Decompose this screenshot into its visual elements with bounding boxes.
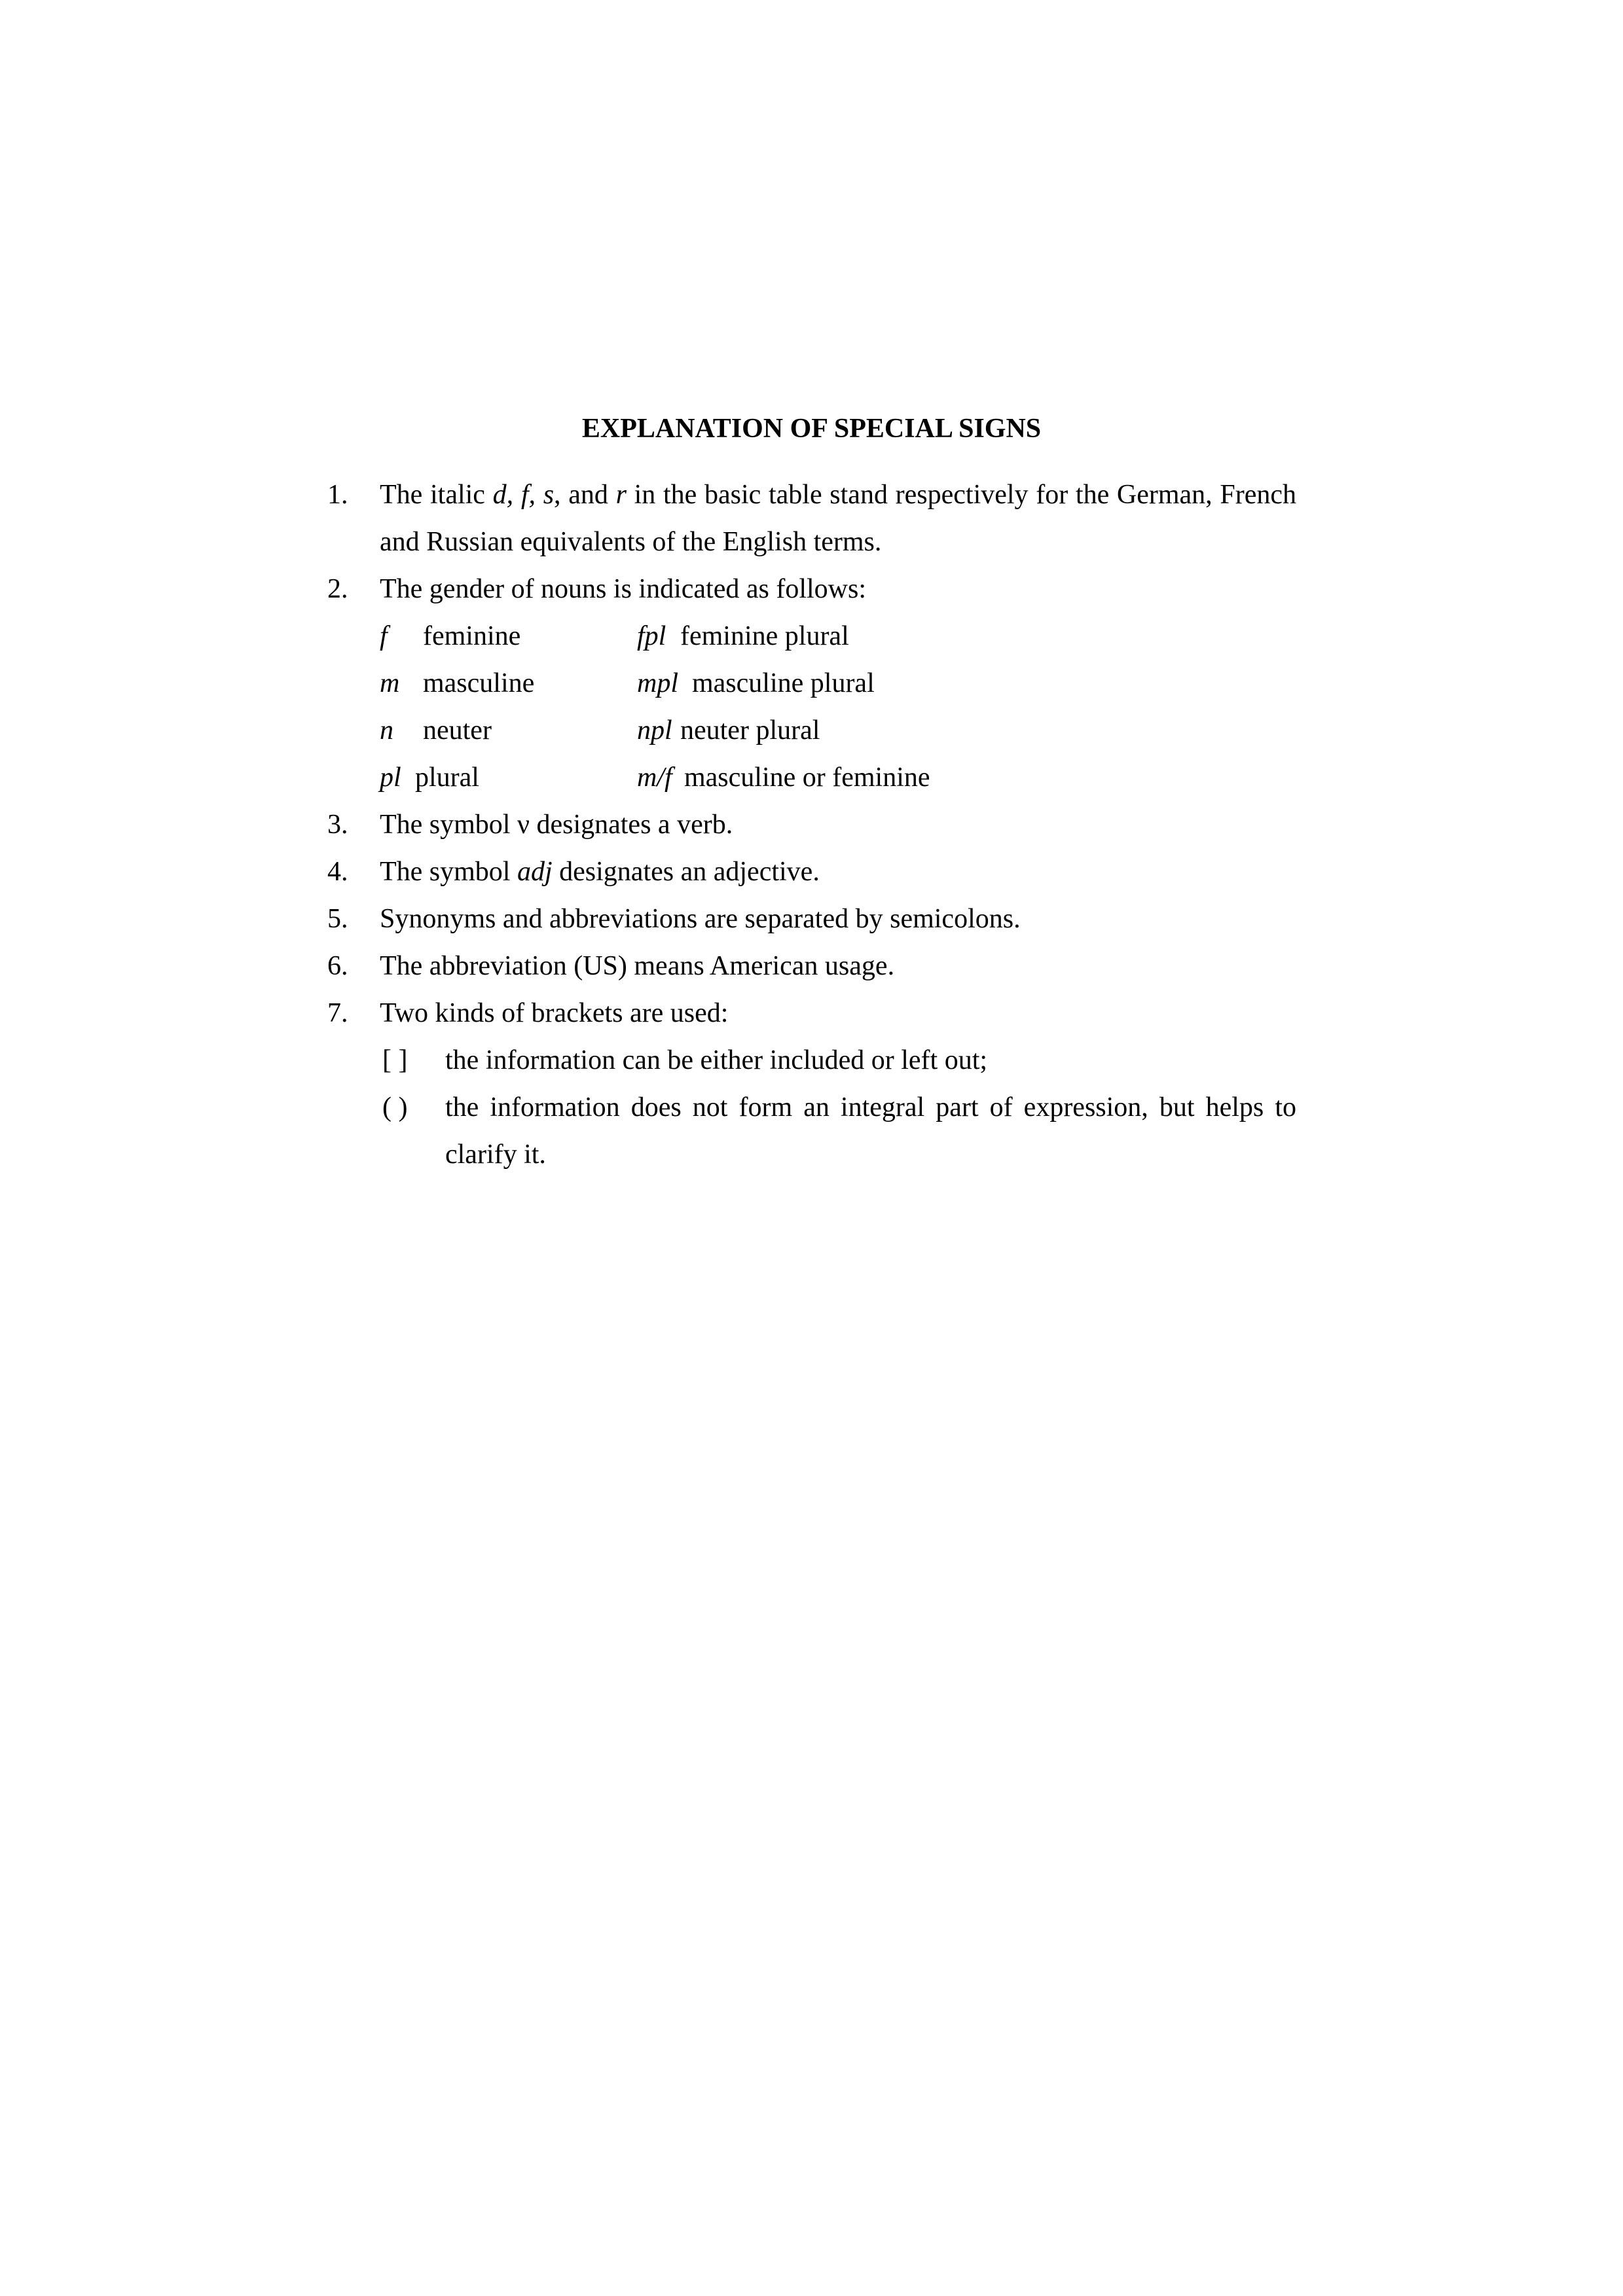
gender-code: fpl (637, 621, 666, 651)
gender-code: pl (380, 762, 401, 793)
item-number: 5. (327, 904, 348, 934)
item-number: 4. (327, 857, 348, 887)
item-text: The symbol adj designates an adjective. (380, 857, 820, 887)
list-item-5 (327, 895, 1296, 942)
list-item-7 (327, 990, 1296, 1037)
gender-row (380, 707, 820, 754)
bracket-description: the information does not form an integral part of expression, but helps to clarify it. (445, 1092, 1296, 1170)
gender-label: masculine plural (692, 668, 875, 698)
item-number: 7. (327, 998, 348, 1028)
gender-code: f (380, 621, 388, 651)
item-text: Two kinds of brackets are used: (380, 998, 729, 1028)
list-item-2 (327, 565, 1296, 613)
item-number: 1. (327, 480, 348, 510)
bracket-symbol: ( ) (382, 1092, 408, 1122)
gender-code: npl (637, 715, 672, 745)
gender-label: feminine (423, 621, 521, 651)
gender-label: neuter (423, 715, 492, 745)
list-item-4 (327, 848, 1296, 895)
item-number: 3. (327, 810, 348, 840)
list-item-3 (327, 801, 1296, 848)
gender-label: plural (415, 762, 479, 793)
list-item-6 (327, 942, 1296, 990)
bracket-symbol: [ ] (382, 1045, 408, 1075)
gender-label: neuter plural (680, 715, 820, 745)
item-number: 2. (327, 574, 348, 604)
item-number: 6. (327, 951, 348, 981)
bracket-row-square (382, 1037, 1296, 1084)
item-text: The italic d, f, s, and r in the basic table stand respectively for the German, French and Russian equivalents of the English terms. (380, 480, 1296, 557)
gender-code: m (380, 668, 400, 698)
item-text: The gender of nouns is indicated as follows: (380, 574, 866, 604)
gender-label: masculine or feminine (684, 762, 930, 793)
gender-row (380, 754, 930, 801)
gender-label: masculine (423, 668, 535, 698)
item-text: The abbreviation (US) means American usage. (380, 951, 895, 981)
bracket-row-round (382, 1084, 1296, 1178)
gender-code: m/f (637, 762, 672, 793)
gender-code: n (380, 715, 393, 745)
item-text: The symbol ν designates a verb. (380, 810, 733, 840)
bracket-description: the information can be either included or left out; (445, 1045, 988, 1075)
list-item-1 (327, 471, 1296, 565)
item-text: Synonyms and abbreviations are separated by semicolons. (380, 904, 1021, 934)
gender-row (380, 613, 849, 660)
page-title: EXPLANATION OF SPECIAL SIGNS (581, 414, 1042, 444)
gender-code: mpl (637, 668, 678, 698)
gender-label: feminine plural (680, 621, 849, 651)
gender-row (380, 660, 875, 707)
